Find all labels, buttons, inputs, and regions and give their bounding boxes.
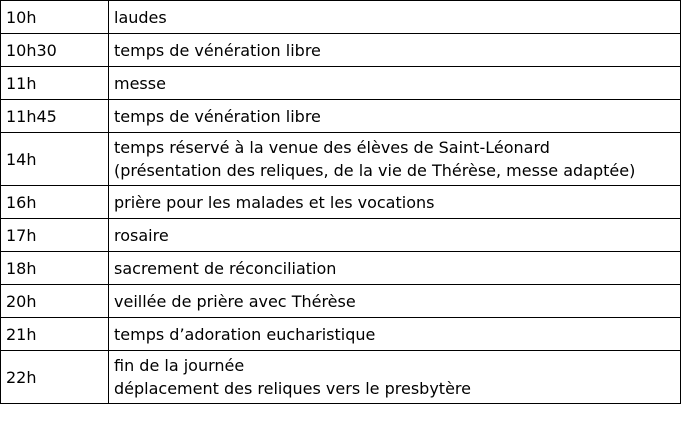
activity-text: temps d’adoration eucharistique bbox=[114, 324, 376, 344]
table-row bbox=[1, 285, 681, 318]
activity-cell bbox=[109, 219, 681, 252]
activity-text: temps de vénération libre bbox=[114, 106, 321, 126]
activity-text: laudes bbox=[114, 7, 167, 27]
table-row bbox=[1, 67, 681, 100]
activity-text: prière pour les malades et les vocations bbox=[114, 192, 435, 212]
activity-text: veillée de prière avec Thérèse bbox=[114, 291, 356, 311]
time-cell: 18h bbox=[1, 252, 109, 285]
activity-text: sacrement de réconciliation bbox=[114, 258, 337, 278]
activity-text: rosaire bbox=[114, 225, 169, 245]
activity-cell bbox=[109, 318, 681, 351]
activity-cell bbox=[109, 1, 681, 34]
table-row bbox=[1, 186, 681, 219]
activity-text: déplacement des reliques vers le presbytère bbox=[114, 379, 471, 398]
time-cell: 17h bbox=[1, 219, 109, 252]
time-cell: 11h45 bbox=[1, 100, 109, 133]
table-row bbox=[1, 351, 681, 404]
time-cell: 10h30 bbox=[1, 34, 109, 67]
activity-text: temps réservé à la venue des élèves de Saint-Léonard bbox=[114, 138, 550, 157]
activity-cell bbox=[109, 34, 681, 67]
time-cell: 16h bbox=[1, 186, 109, 219]
table-row bbox=[1, 34, 681, 67]
table-row bbox=[1, 219, 681, 252]
time-cell: 14h bbox=[1, 133, 109, 186]
activity-cell bbox=[109, 285, 681, 318]
time-cell: 11h bbox=[1, 67, 109, 100]
table-row bbox=[1, 318, 681, 351]
time-cell: 22h bbox=[1, 351, 109, 404]
activity-cell bbox=[109, 67, 681, 100]
time-cell: 21h bbox=[1, 318, 109, 351]
activity-text: temps de vénération libre bbox=[114, 40, 321, 60]
time-cell: 10h bbox=[1, 1, 109, 34]
activity-text: messe bbox=[114, 73, 166, 93]
activity-cell bbox=[109, 186, 681, 219]
table-row bbox=[1, 252, 681, 285]
table-row bbox=[1, 1, 681, 34]
activity-cell bbox=[109, 133, 681, 186]
activity-cell bbox=[109, 252, 681, 285]
time-cell: 20h bbox=[1, 285, 109, 318]
activity-text: fin de la journée bbox=[114, 356, 245, 375]
activity-cell bbox=[109, 351, 681, 404]
activity-text: (présentation des reliques, de la vie de Thérèse, messe adaptée) bbox=[114, 161, 636, 180]
activity-cell bbox=[109, 100, 681, 133]
table-row bbox=[1, 133, 681, 186]
table-row bbox=[1, 100, 681, 133]
